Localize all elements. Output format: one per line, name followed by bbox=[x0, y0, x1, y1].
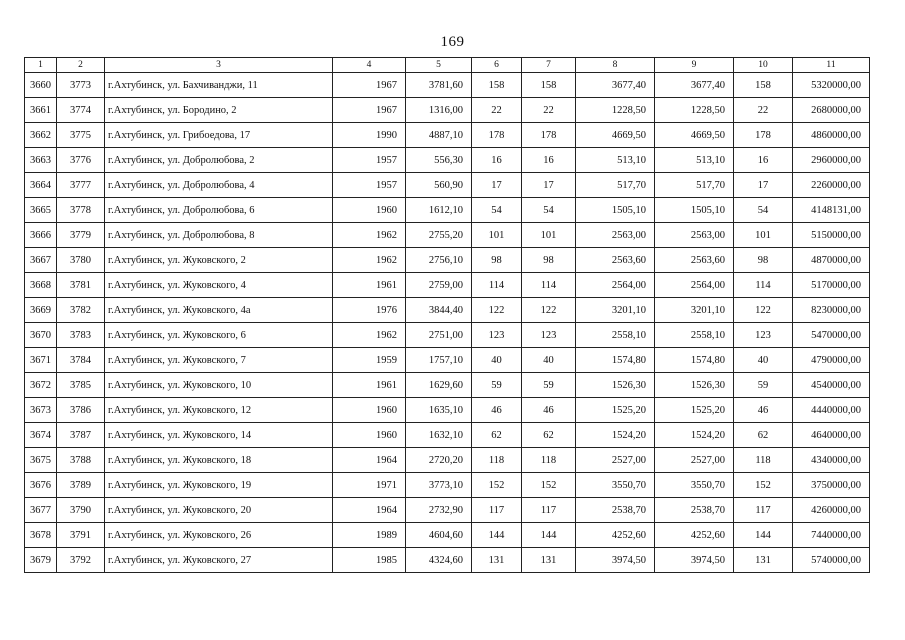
area-a-cell: 4669,50 bbox=[576, 123, 655, 148]
area-b-cell: 1525,20 bbox=[655, 398, 734, 423]
column-header-3: 3 bbox=[105, 58, 333, 73]
area-b-cell: 3201,10 bbox=[655, 298, 734, 323]
id-cell: 3792 bbox=[57, 548, 105, 573]
id-cell: 3779 bbox=[57, 223, 105, 248]
row-number-cell: 3676 bbox=[25, 473, 57, 498]
count-a-cell: 118 bbox=[472, 448, 522, 473]
address-cell: г.Ахтубинск, ул. Бахчиванджи, 11 bbox=[105, 73, 333, 98]
column-header-10: 10 bbox=[734, 58, 793, 73]
area-a-cell: 1505,10 bbox=[576, 198, 655, 223]
column-header-8: 8 bbox=[576, 58, 655, 73]
year-cell: 1959 bbox=[333, 348, 406, 373]
table-row bbox=[25, 248, 870, 273]
value-cell: 5150000,00 bbox=[793, 223, 870, 248]
row-number-cell: 3667 bbox=[25, 248, 57, 273]
column-header-2: 2 bbox=[57, 58, 105, 73]
count-b-cell: 40 bbox=[522, 348, 576, 373]
id-cell: 3782 bbox=[57, 298, 105, 323]
header-row bbox=[25, 58, 870, 73]
count-a-cell: 46 bbox=[472, 398, 522, 423]
count-c-cell: 178 bbox=[734, 123, 793, 148]
area-b-cell: 1526,30 bbox=[655, 373, 734, 398]
count-c-cell: 131 bbox=[734, 548, 793, 573]
count-c-cell: 22 bbox=[734, 98, 793, 123]
count-c-cell: 122 bbox=[734, 298, 793, 323]
count-a-cell: 152 bbox=[472, 473, 522, 498]
row-number-cell: 3660 bbox=[25, 73, 57, 98]
id-cell: 3774 bbox=[57, 98, 105, 123]
address-cell: г.Ахтубинск, ул. Добролюбова, 8 bbox=[105, 223, 333, 248]
row-number-cell: 3665 bbox=[25, 198, 57, 223]
area-total-cell: 2751,00 bbox=[406, 323, 472, 348]
area-total-cell: 2720,20 bbox=[406, 448, 472, 473]
column-header-7: 7 bbox=[522, 58, 576, 73]
count-b-cell: 123 bbox=[522, 323, 576, 348]
table-row bbox=[25, 223, 870, 248]
id-cell: 3778 bbox=[57, 198, 105, 223]
count-b-cell: 118 bbox=[522, 448, 576, 473]
address-cell: г.Ахтубинск, ул. Жуковского, 10 bbox=[105, 373, 333, 398]
table-row bbox=[25, 173, 870, 198]
id-cell: 3777 bbox=[57, 173, 105, 198]
table-row bbox=[25, 348, 870, 373]
count-c-cell: 16 bbox=[734, 148, 793, 173]
count-b-cell: 144 bbox=[522, 523, 576, 548]
count-b-cell: 46 bbox=[522, 398, 576, 423]
id-cell: 3781 bbox=[57, 273, 105, 298]
table-row bbox=[25, 523, 870, 548]
year-cell: 1989 bbox=[333, 523, 406, 548]
column-header-5: 5 bbox=[406, 58, 472, 73]
count-c-cell: 117 bbox=[734, 498, 793, 523]
year-cell: 1967 bbox=[333, 98, 406, 123]
count-b-cell: 16 bbox=[522, 148, 576, 173]
id-cell: 3786 bbox=[57, 398, 105, 423]
area-total-cell: 4324,60 bbox=[406, 548, 472, 573]
area-b-cell: 2564,00 bbox=[655, 273, 734, 298]
row-number-cell: 3677 bbox=[25, 498, 57, 523]
table-row bbox=[25, 73, 870, 98]
column-header-4: 4 bbox=[333, 58, 406, 73]
value-cell: 5470000,00 bbox=[793, 323, 870, 348]
area-a-cell: 517,70 bbox=[576, 173, 655, 198]
value-cell: 4440000,00 bbox=[793, 398, 870, 423]
id-cell: 3775 bbox=[57, 123, 105, 148]
count-c-cell: 40 bbox=[734, 348, 793, 373]
address-cell: г.Ахтубинск, ул. Бородино, 2 bbox=[105, 98, 333, 123]
year-cell: 1962 bbox=[333, 223, 406, 248]
address-cell: г.Ахтубинск, ул. Жуковского, 20 bbox=[105, 498, 333, 523]
area-a-cell: 4252,60 bbox=[576, 523, 655, 548]
id-cell: 3784 bbox=[57, 348, 105, 373]
count-a-cell: 101 bbox=[472, 223, 522, 248]
area-b-cell: 3974,50 bbox=[655, 548, 734, 573]
year-cell: 1967 bbox=[333, 73, 406, 98]
value-cell: 5320000,00 bbox=[793, 73, 870, 98]
area-b-cell: 2538,70 bbox=[655, 498, 734, 523]
area-total-cell: 3781,60 bbox=[406, 73, 472, 98]
table-row bbox=[25, 273, 870, 298]
value-cell: 4340000,00 bbox=[793, 448, 870, 473]
row-number-cell: 3663 bbox=[25, 148, 57, 173]
value-cell: 4540000,00 bbox=[793, 373, 870, 398]
area-total-cell: 1316,00 bbox=[406, 98, 472, 123]
row-number-cell: 3675 bbox=[25, 448, 57, 473]
area-a-cell: 3201,10 bbox=[576, 298, 655, 323]
table-row bbox=[25, 498, 870, 523]
count-a-cell: 158 bbox=[472, 73, 522, 98]
value-cell: 5740000,00 bbox=[793, 548, 870, 573]
count-c-cell: 59 bbox=[734, 373, 793, 398]
address-cell: г.Ахтубинск, ул. Жуковского, 2 bbox=[105, 248, 333, 273]
id-cell: 3776 bbox=[57, 148, 105, 173]
count-a-cell: 59 bbox=[472, 373, 522, 398]
count-a-cell: 117 bbox=[472, 498, 522, 523]
area-a-cell: 2558,10 bbox=[576, 323, 655, 348]
row-number-cell: 3662 bbox=[25, 123, 57, 148]
count-c-cell: 144 bbox=[734, 523, 793, 548]
area-a-cell: 3974,50 bbox=[576, 548, 655, 573]
row-number-cell: 3671 bbox=[25, 348, 57, 373]
count-a-cell: 123 bbox=[472, 323, 522, 348]
value-cell: 2680000,00 bbox=[793, 98, 870, 123]
area-total-cell: 2759,00 bbox=[406, 273, 472, 298]
column-header-11: 11 bbox=[793, 58, 870, 73]
count-c-cell: 123 bbox=[734, 323, 793, 348]
id-cell: 3773 bbox=[57, 73, 105, 98]
area-a-cell: 2564,00 bbox=[576, 273, 655, 298]
year-cell: 1957 bbox=[333, 148, 406, 173]
value-cell: 4148131,00 bbox=[793, 198, 870, 223]
count-c-cell: 62 bbox=[734, 423, 793, 448]
area-total-cell: 3844,40 bbox=[406, 298, 472, 323]
address-cell: г.Ахтубинск, ул. Добролюбова, 2 bbox=[105, 148, 333, 173]
area-total-cell: 4604,60 bbox=[406, 523, 472, 548]
count-b-cell: 152 bbox=[522, 473, 576, 498]
year-cell: 1960 bbox=[333, 423, 406, 448]
area-total-cell: 1629,60 bbox=[406, 373, 472, 398]
area-a-cell: 1526,30 bbox=[576, 373, 655, 398]
count-b-cell: 117 bbox=[522, 498, 576, 523]
row-number-cell: 3668 bbox=[25, 273, 57, 298]
id-cell: 3785 bbox=[57, 373, 105, 398]
area-total-cell: 560,90 bbox=[406, 173, 472, 198]
table-row bbox=[25, 148, 870, 173]
area-b-cell: 513,10 bbox=[655, 148, 734, 173]
row-number-cell: 3670 bbox=[25, 323, 57, 348]
address-cell: г.Ахтубинск, ул. Жуковского, 4 bbox=[105, 273, 333, 298]
register-table bbox=[24, 57, 870, 573]
value-cell: 4870000,00 bbox=[793, 248, 870, 273]
area-total-cell: 1632,10 bbox=[406, 423, 472, 448]
count-b-cell: 122 bbox=[522, 298, 576, 323]
count-b-cell: 114 bbox=[522, 273, 576, 298]
row-number-cell: 3673 bbox=[25, 398, 57, 423]
table-row bbox=[25, 98, 870, 123]
id-cell: 3791 bbox=[57, 523, 105, 548]
count-b-cell: 59 bbox=[522, 373, 576, 398]
row-number-cell: 3661 bbox=[25, 98, 57, 123]
id-cell: 3783 bbox=[57, 323, 105, 348]
value-cell: 2260000,00 bbox=[793, 173, 870, 198]
address-cell: г.Ахтубинск, ул. Жуковского, 12 bbox=[105, 398, 333, 423]
area-a-cell: 2563,00 bbox=[576, 223, 655, 248]
count-c-cell: 158 bbox=[734, 73, 793, 98]
year-cell: 1962 bbox=[333, 248, 406, 273]
count-b-cell: 101 bbox=[522, 223, 576, 248]
count-a-cell: 16 bbox=[472, 148, 522, 173]
area-b-cell: 1524,20 bbox=[655, 423, 734, 448]
row-number-cell: 3674 bbox=[25, 423, 57, 448]
count-a-cell: 54 bbox=[472, 198, 522, 223]
count-a-cell: 22 bbox=[472, 98, 522, 123]
address-cell: г.Ахтубинск, ул. Жуковского, 18 bbox=[105, 448, 333, 473]
table-row bbox=[25, 398, 870, 423]
area-a-cell: 2527,00 bbox=[576, 448, 655, 473]
address-cell: г.Ахтубинск, ул. Жуковского, 6 bbox=[105, 323, 333, 348]
count-a-cell: 144 bbox=[472, 523, 522, 548]
value-cell: 4790000,00 bbox=[793, 348, 870, 373]
table-row bbox=[25, 123, 870, 148]
year-cell: 1976 bbox=[333, 298, 406, 323]
id-cell: 3780 bbox=[57, 248, 105, 273]
row-number-cell: 3664 bbox=[25, 173, 57, 198]
area-b-cell: 2527,00 bbox=[655, 448, 734, 473]
column-header-1: 1 bbox=[25, 58, 57, 73]
page-number: 169 bbox=[440, 34, 465, 50]
count-b-cell: 54 bbox=[522, 198, 576, 223]
count-a-cell: 131 bbox=[472, 548, 522, 573]
row-number-cell: 3666 bbox=[25, 223, 57, 248]
count-c-cell: 17 bbox=[734, 173, 793, 198]
area-b-cell: 1574,80 bbox=[655, 348, 734, 373]
count-c-cell: 118 bbox=[734, 448, 793, 473]
count-b-cell: 22 bbox=[522, 98, 576, 123]
area-b-cell: 2563,60 bbox=[655, 248, 734, 273]
table-row bbox=[25, 373, 870, 398]
table-row bbox=[25, 423, 870, 448]
count-c-cell: 114 bbox=[734, 273, 793, 298]
area-total-cell: 1635,10 bbox=[406, 398, 472, 423]
area-b-cell: 1505,10 bbox=[655, 198, 734, 223]
value-cell: 3750000,00 bbox=[793, 473, 870, 498]
value-cell: 4860000,00 bbox=[793, 123, 870, 148]
address-cell: г.Ахтубинск, ул. Жуковского, 7 bbox=[105, 348, 333, 373]
year-cell: 1971 bbox=[333, 473, 406, 498]
count-c-cell: 98 bbox=[734, 248, 793, 273]
id-cell: 3790 bbox=[57, 498, 105, 523]
count-a-cell: 98 bbox=[472, 248, 522, 273]
value-cell: 5170000,00 bbox=[793, 273, 870, 298]
value-cell: 4640000,00 bbox=[793, 423, 870, 448]
count-b-cell: 158 bbox=[522, 73, 576, 98]
year-cell: 1961 bbox=[333, 273, 406, 298]
area-b-cell: 2563,00 bbox=[655, 223, 734, 248]
area-a-cell: 1228,50 bbox=[576, 98, 655, 123]
id-cell: 3787 bbox=[57, 423, 105, 448]
address-cell: г.Ахтубинск, ул. Жуковского, 26 bbox=[105, 523, 333, 548]
area-b-cell: 517,70 bbox=[655, 173, 734, 198]
area-total-cell: 2732,90 bbox=[406, 498, 472, 523]
count-c-cell: 101 bbox=[734, 223, 793, 248]
column-header-6: 6 bbox=[472, 58, 522, 73]
row-number-cell: 3672 bbox=[25, 373, 57, 398]
value-cell: 8230000,00 bbox=[793, 298, 870, 323]
count-c-cell: 54 bbox=[734, 198, 793, 223]
address-cell: г.Ахтубинск, ул. Жуковского, 19 bbox=[105, 473, 333, 498]
table-body bbox=[25, 73, 870, 573]
count-b-cell: 17 bbox=[522, 173, 576, 198]
count-a-cell: 114 bbox=[472, 273, 522, 298]
id-cell: 3788 bbox=[57, 448, 105, 473]
id-cell: 3789 bbox=[57, 473, 105, 498]
area-b-cell: 4669,50 bbox=[655, 123, 734, 148]
year-cell: 1957 bbox=[333, 173, 406, 198]
year-cell: 1985 bbox=[333, 548, 406, 573]
area-a-cell: 2538,70 bbox=[576, 498, 655, 523]
year-cell: 1990 bbox=[333, 123, 406, 148]
table-row bbox=[25, 198, 870, 223]
column-header-9: 9 bbox=[655, 58, 734, 73]
address-cell: г.Ахтубинск, ул. Жуковского, 27 bbox=[105, 548, 333, 573]
year-cell: 1962 bbox=[333, 323, 406, 348]
area-b-cell: 4252,60 bbox=[655, 523, 734, 548]
area-a-cell: 2563,60 bbox=[576, 248, 655, 273]
value-cell: 2960000,00 bbox=[793, 148, 870, 173]
area-a-cell: 1525,20 bbox=[576, 398, 655, 423]
row-number-cell: 3669 bbox=[25, 298, 57, 323]
count-b-cell: 178 bbox=[522, 123, 576, 148]
area-total-cell: 1612,10 bbox=[406, 198, 472, 223]
row-number-cell: 3678 bbox=[25, 523, 57, 548]
count-c-cell: 46 bbox=[734, 398, 793, 423]
count-a-cell: 17 bbox=[472, 173, 522, 198]
year-cell: 1961 bbox=[333, 373, 406, 398]
table-row bbox=[25, 298, 870, 323]
year-cell: 1960 bbox=[333, 198, 406, 223]
address-cell: г.Ахтубинск, ул. Жуковского, 14 bbox=[105, 423, 333, 448]
address-cell: г.Ахтубинск, ул. Жуковского, 4а bbox=[105, 298, 333, 323]
area-total-cell: 1757,10 bbox=[406, 348, 472, 373]
address-cell: г.Ахтубинск, ул. Грибоедова, 17 bbox=[105, 123, 333, 148]
area-total-cell: 2755,20 bbox=[406, 223, 472, 248]
address-cell: г.Ахтубинск, ул. Добролюбова, 6 bbox=[105, 198, 333, 223]
area-a-cell: 3677,40 bbox=[576, 73, 655, 98]
year-cell: 1964 bbox=[333, 448, 406, 473]
area-total-cell: 2756,10 bbox=[406, 248, 472, 273]
table-header bbox=[25, 58, 870, 73]
area-a-cell: 1574,80 bbox=[576, 348, 655, 373]
value-cell: 4260000,00 bbox=[793, 498, 870, 523]
count-a-cell: 178 bbox=[472, 123, 522, 148]
area-a-cell: 513,10 bbox=[576, 148, 655, 173]
area-b-cell: 1228,50 bbox=[655, 98, 734, 123]
area-b-cell: 3550,70 bbox=[655, 473, 734, 498]
table-row bbox=[25, 473, 870, 498]
area-a-cell: 1524,20 bbox=[576, 423, 655, 448]
year-cell: 1964 bbox=[333, 498, 406, 523]
value-cell: 7440000,00 bbox=[793, 523, 870, 548]
area-total-cell: 4887,10 bbox=[406, 123, 472, 148]
area-total-cell: 3773,10 bbox=[406, 473, 472, 498]
count-a-cell: 40 bbox=[472, 348, 522, 373]
address-cell: г.Ахтубинск, ул. Добролюбова, 4 bbox=[105, 173, 333, 198]
row-number-cell: 3679 bbox=[25, 548, 57, 573]
area-b-cell: 3677,40 bbox=[655, 73, 734, 98]
count-b-cell: 98 bbox=[522, 248, 576, 273]
count-c-cell: 152 bbox=[734, 473, 793, 498]
area-total-cell: 556,30 bbox=[406, 148, 472, 173]
table-row bbox=[25, 323, 870, 348]
count-b-cell: 131 bbox=[522, 548, 576, 573]
count-b-cell: 62 bbox=[522, 423, 576, 448]
count-a-cell: 122 bbox=[472, 298, 522, 323]
area-b-cell: 2558,10 bbox=[655, 323, 734, 348]
year-cell: 1960 bbox=[333, 398, 406, 423]
table-row bbox=[25, 448, 870, 473]
table-row bbox=[25, 548, 870, 573]
count-a-cell: 62 bbox=[472, 423, 522, 448]
area-a-cell: 3550,70 bbox=[576, 473, 655, 498]
